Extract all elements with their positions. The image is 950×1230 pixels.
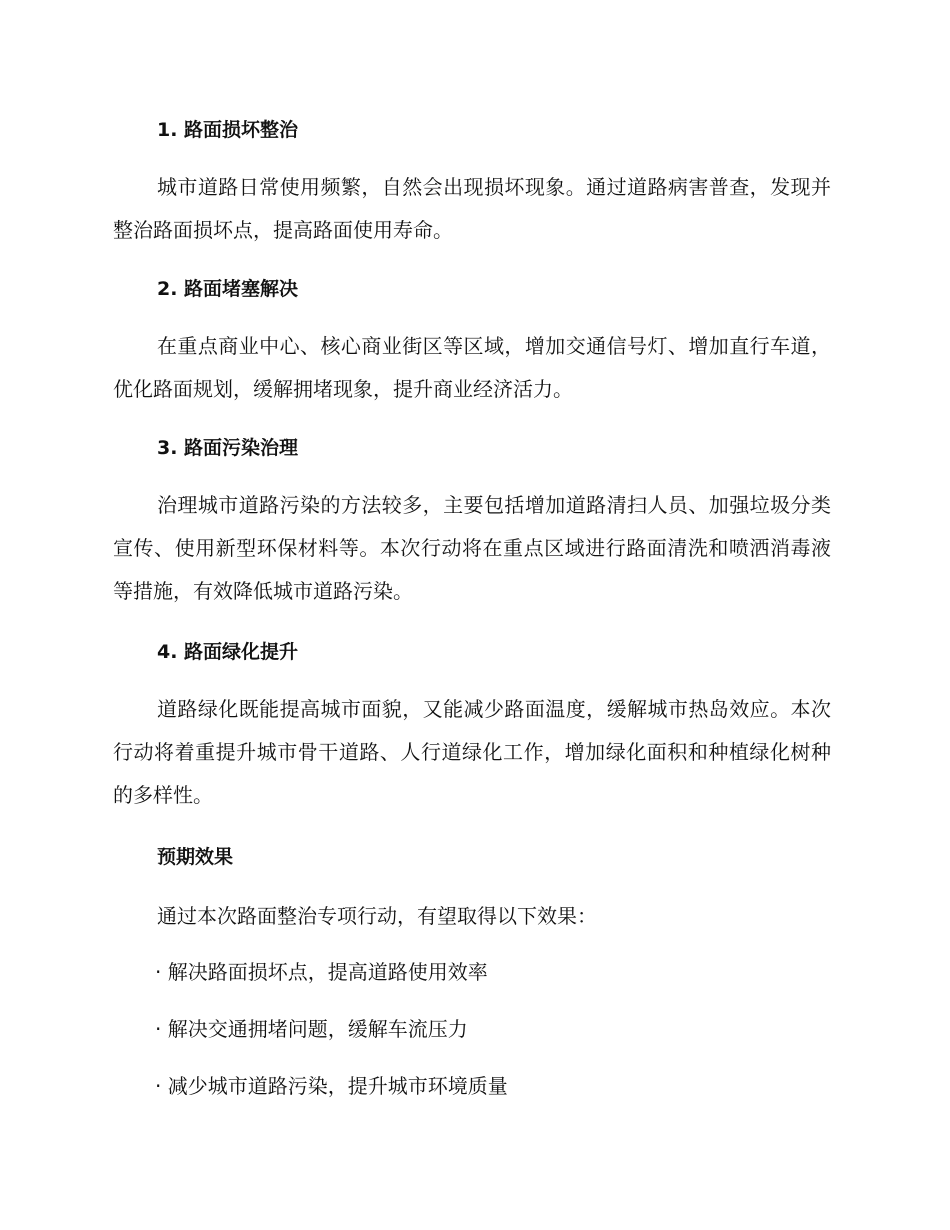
expected-bullet-1: · 解决路面损坏点，提高道路使用效率 bbox=[155, 960, 488, 984]
section-body-4: 道路绿化既能提高城市面貌，又能减少路面温度，缓解城市热岛效应。本次行动将着重提升城市骨干道路、人行道绿化工作，增加绿化面积和种植绿化树种的多样性。 bbox=[113, 697, 831, 807]
section-body-3: 治理城市道路污染的方法较多，主要包括增加道路清扫人员、加强垃圾分类宣传、使用新型环保材料等。本次行动将在重点区域进行路面清洗和喷洒消毒液等措施，有效降低城市道路污染。 bbox=[113, 493, 831, 603]
expected-bullet-3: · 减少城市道路污染，提升城市环境质量 bbox=[155, 1074, 508, 1098]
section-body-1: 城市道路日常使用频繁，自然会出现损坏现象。通过道路病害普查，发现并整治路面损坏点，提高路面使用寿命。 bbox=[113, 175, 831, 242]
expected-bullet-2: · 解决交通拥堵问题，缓解车流压力 bbox=[155, 1017, 468, 1041]
expected-heading: 预期效果 bbox=[157, 846, 234, 868]
section-heading-1: 1. 路面损坏整治 bbox=[157, 119, 299, 141]
section-body-2: 在重点商业中心、核心商业街区等区域，增加交通信号灯、增加直行车道，优化路面规划，缓解拥堵现象，提升商业经济活力。 bbox=[113, 334, 831, 401]
expected-intro: 通过本次路面整治专项行动，有望取得以下效果： bbox=[157, 904, 597, 928]
section-heading-2: 2. 路面堵塞解决 bbox=[157, 278, 299, 300]
section-heading-4: 4. 路面绿化提升 bbox=[157, 641, 299, 663]
section-heading-3: 3. 路面污染治理 bbox=[157, 437, 299, 459]
